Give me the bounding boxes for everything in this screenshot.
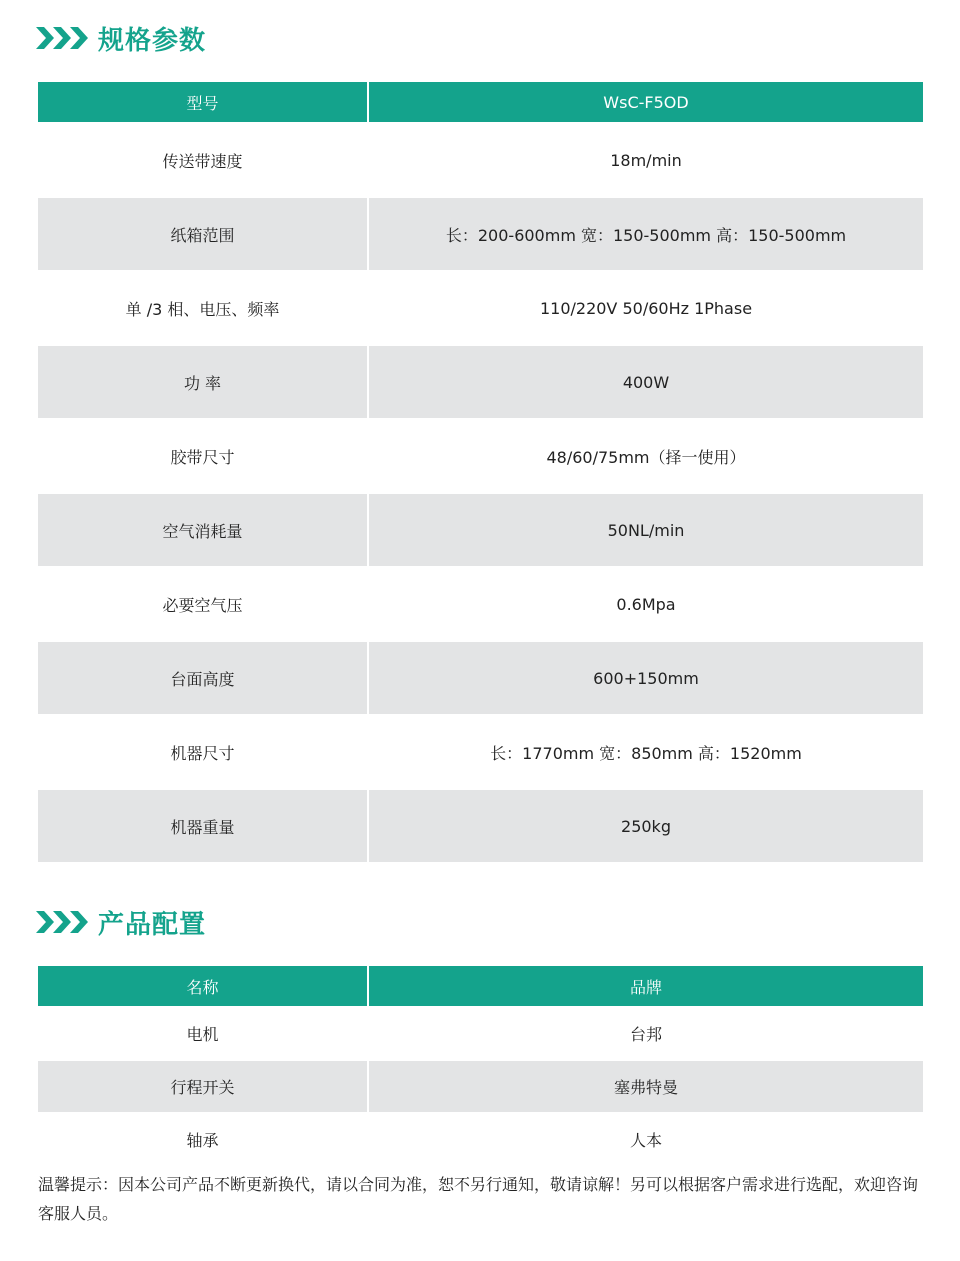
config-value: 塞弗特曼 bbox=[369, 1061, 923, 1112]
table-row bbox=[38, 790, 923, 862]
triple-chevron-icon bbox=[36, 908, 90, 936]
table-row bbox=[38, 1112, 923, 1167]
config-title: 产品配置 bbox=[98, 909, 207, 940]
table-row bbox=[38, 642, 923, 714]
config-value: 台邦 bbox=[629, 1025, 662, 1044]
table-row bbox=[38, 198, 923, 270]
triple-chevron-icon bbox=[36, 24, 90, 52]
spec-value: 250kg bbox=[369, 790, 923, 862]
table-row bbox=[38, 1061, 923, 1112]
config-label: 行程开关 bbox=[38, 1061, 367, 1112]
spec-label: 功 率 bbox=[38, 346, 367, 418]
spec-value: 600+150mm bbox=[369, 642, 923, 714]
table-row bbox=[38, 418, 923, 494]
spec-label: 台面高度 bbox=[38, 642, 367, 714]
spec-value: 18m/min bbox=[610, 150, 682, 170]
config-section-title bbox=[36, 902, 206, 942]
table-row bbox=[38, 346, 923, 418]
specs-section-title bbox=[36, 18, 206, 58]
spec-label: 机器尺寸 bbox=[170, 743, 235, 763]
spec-label: 传送带速度 bbox=[162, 151, 243, 171]
config-table bbox=[38, 966, 923, 1167]
specs-header-row bbox=[38, 82, 923, 122]
spec-value: 长：200-600mm 宽：150-500mm 高：150-500mm bbox=[369, 198, 923, 270]
spec-label: 纸箱范围 bbox=[38, 198, 367, 270]
table-row bbox=[38, 122, 923, 198]
specs-table bbox=[38, 82, 923, 862]
config-header-value: 品牌 bbox=[369, 966, 923, 1006]
table-row bbox=[38, 714, 923, 790]
table-row bbox=[38, 566, 923, 642]
spec-label: 胶带尺寸 bbox=[170, 447, 235, 467]
note-text: 温馨提示：因本公司产品不断更新换代，请以合同为准，恕不另行通知，敬请谅解！另可以根据客户需求进行选配，欢迎咨询客服人员。 bbox=[38, 1175, 919, 1223]
table-row bbox=[38, 494, 923, 566]
specs-header-label: 型号 bbox=[38, 82, 367, 122]
spec-label: 空气消耗量 bbox=[38, 494, 367, 566]
config-label: 电机 bbox=[186, 1025, 219, 1044]
spec-value: 50NL/min bbox=[369, 494, 923, 566]
spec-value: 48/60/75mm（择一使用） bbox=[546, 447, 746, 467]
specs-header-value: WsC-F5OD bbox=[369, 82, 923, 122]
spec-value: 长：1770mm 宽：850mm 高：1520mm bbox=[490, 743, 802, 763]
spec-value: 0.6Mpa bbox=[616, 594, 676, 614]
spec-value: 400W bbox=[369, 346, 923, 418]
spec-label: 必要空气压 bbox=[162, 595, 243, 615]
config-header-label: 名称 bbox=[38, 966, 367, 1006]
table-row bbox=[38, 270, 923, 346]
spec-label: 机器重量 bbox=[38, 790, 367, 862]
config-header-row bbox=[38, 966, 923, 1006]
spec-label: 单 /3 相、电压、频率 bbox=[125, 299, 280, 319]
config-label: 轴承 bbox=[186, 1131, 219, 1150]
specs-title: 规格参数 bbox=[98, 25, 207, 56]
table-row bbox=[38, 1006, 923, 1061]
config-value: 人本 bbox=[629, 1131, 662, 1150]
spec-value: 110/220V 50/60Hz 1Phase bbox=[539, 298, 753, 318]
